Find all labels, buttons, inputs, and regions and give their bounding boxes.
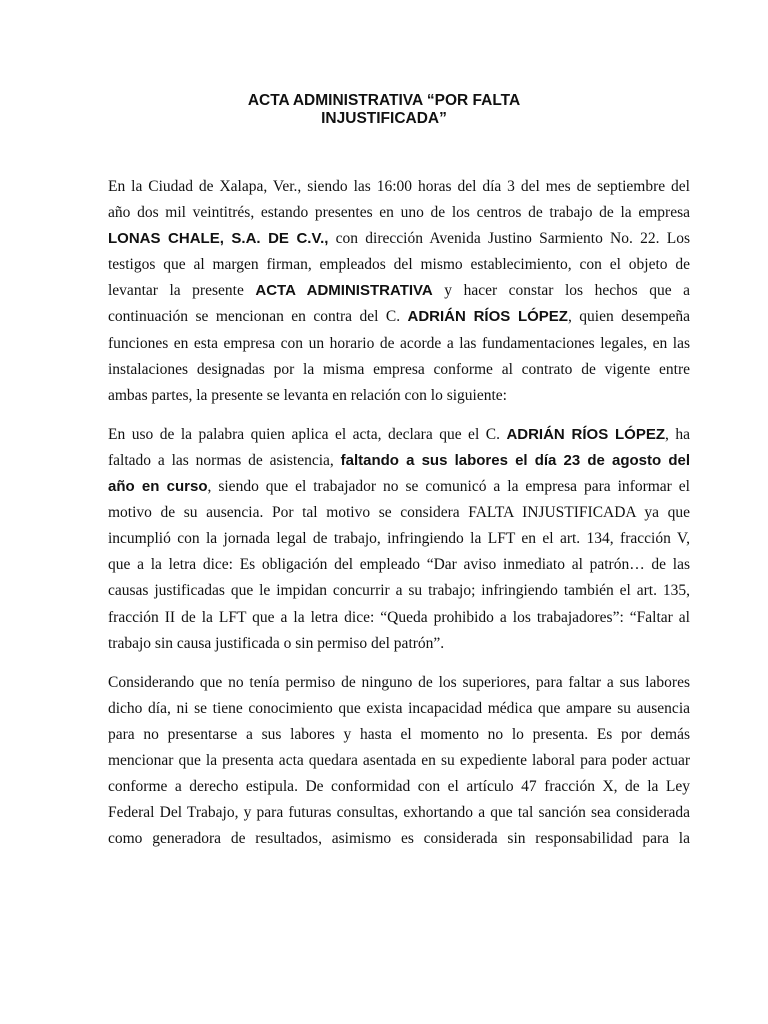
paragraph-line bbox=[108, 670, 690, 696]
text-run: fracción II de la LFT que a la letra dice: “Queda prohibido a los trabajadores”: “Faltar al bbox=[108, 608, 690, 626]
text-run: conforme a derecho estipula. De conformidad con el artículo 47 fracción X, de la Ley bbox=[108, 778, 690, 796]
text-run: continuación se mencionan en contra del C. bbox=[108, 308, 408, 326]
text-run: incumplió con la jornada legal de trabajo, infringiendo la LFT en el art. 134, fracción V, bbox=[108, 530, 690, 548]
text-run: En la Ciudad de Xalapa, Ver., siendo las 16:00 horas del día 3 del mes de septiembre del bbox=[108, 178, 690, 195]
paragraph-line bbox=[108, 174, 690, 200]
paragraph-line bbox=[108, 304, 690, 330]
text-run: y hacer constar los hechos que a bbox=[432, 282, 690, 300]
title-line-1: ACTA ADMINISTRATIVA “POR FALTA bbox=[247, 92, 521, 109]
paragraph-line bbox=[108, 631, 690, 657]
text-run: Considerando que no tenía permiso de ninguno de los superiores, para faltar a sus labores bbox=[108, 673, 690, 691]
document-body bbox=[108, 174, 690, 865]
text-run: dicho día, ni se tiene conocimiento que exista incapacidad médica que ampare su ausencia bbox=[108, 699, 690, 717]
paragraph-line bbox=[108, 422, 690, 448]
text-run: , ha bbox=[665, 425, 690, 443]
text-run: mencionar que la presenta acta quedara asentada en su expediente laboral para poder actuar bbox=[108, 751, 690, 769]
text-run: trabajo sin causa justificada o sin permiso del patrón”. bbox=[108, 634, 445, 652]
text-run: testigos que al margen firman, empleados del mismo establecimiento, con el objeto de bbox=[108, 256, 690, 274]
paragraph-line bbox=[108, 696, 690, 722]
text-run: motivo de su ausencia. Por tal motivo se considera FALTA INJUSTIFICADA ya que bbox=[108, 504, 690, 522]
text-run: En uso de la palabra quien aplica el acta, declara que el C. bbox=[108, 425, 507, 443]
bold-text: LONAS CHALE, S.A. DE C.V., bbox=[108, 230, 329, 248]
bold-text: ACTA ADMINISTRATIVA bbox=[255, 282, 433, 300]
text-run: , siendo que el trabajador no se comunicó a la empresa para informar el bbox=[207, 478, 690, 496]
paragraph-line bbox=[108, 278, 690, 304]
paragraph-line bbox=[108, 252, 690, 278]
paragraph-line bbox=[108, 226, 690, 252]
paragraph-line bbox=[108, 500, 690, 526]
text-run: con dirección Avenida Justino Sarmiento No. 22. Los bbox=[328, 230, 690, 248]
paragraph-line bbox=[108, 200, 690, 226]
text-run: instalaciones designadas por la misma empresa conforme al contrato de vigente entre bbox=[108, 360, 690, 378]
text-run: Federal Del Trabajo, y para futuras consultas, exhortando a que tal sanción sea considerada bbox=[108, 804, 690, 822]
paragraph-line bbox=[108, 448, 690, 474]
paragraph-line bbox=[108, 357, 690, 383]
paragraph-line bbox=[108, 774, 690, 800]
paragraph-line bbox=[108, 383, 690, 409]
text-run: como generadora de resultados, asimismo es considerada sin responsabilidad para la bbox=[108, 830, 690, 848]
text-run: año dos mil veintitrés, estando presentes en uno de los centros de trabajo de la empresa bbox=[108, 204, 690, 222]
bold-text: ADRIÁN RÍOS LÓPEZ bbox=[407, 308, 568, 326]
text-run: ambas partes, la presente se levanta en relación con lo siguiente: bbox=[108, 386, 507, 404]
paragraph-line bbox=[108, 748, 690, 774]
paragraph-line bbox=[108, 800, 690, 826]
document-title bbox=[0, 92, 768, 128]
paragraph-line bbox=[108, 605, 690, 631]
paragraph bbox=[108, 174, 690, 409]
text-run: funciones en esta empresa con un horario de acorde a las fundamentaciones legales, en las bbox=[108, 334, 690, 352]
paragraph-line bbox=[108, 826, 690, 852]
paragraph-line bbox=[108, 526, 690, 552]
paragraph-line bbox=[108, 578, 690, 604]
paragraph-line bbox=[108, 722, 690, 748]
title-line-2: INJUSTIFICADA” bbox=[321, 110, 447, 127]
text-run: que a la letra dice: Es obligación del empleado “Dar aviso inmediato al patrón… de las bbox=[108, 556, 690, 574]
text-run: faltado a las normas de asistencia, bbox=[108, 451, 341, 469]
paragraph bbox=[108, 422, 690, 657]
text-run: causas justificadas que le impidan concurrir a su trabajo; infringiendo también el art. 135, bbox=[108, 582, 690, 600]
paragraph-line bbox=[108, 552, 690, 578]
text-run: , quien desempeña bbox=[567, 308, 691, 326]
bold-text: ADRIÁN RÍOS LÓPEZ bbox=[506, 425, 665, 443]
paragraph-line bbox=[108, 474, 690, 500]
text-run: para no presentarse a sus labores y hasta el momento no lo presenta. Es por demás bbox=[108, 725, 690, 743]
paragraph-line bbox=[108, 331, 690, 357]
bold-text: faltando a sus labores el día 23 de agosto del bbox=[340, 451, 690, 469]
text-run: levantar la presente bbox=[108, 282, 256, 300]
paragraph bbox=[108, 670, 690, 853]
bold-text: año en curso bbox=[108, 478, 208, 496]
